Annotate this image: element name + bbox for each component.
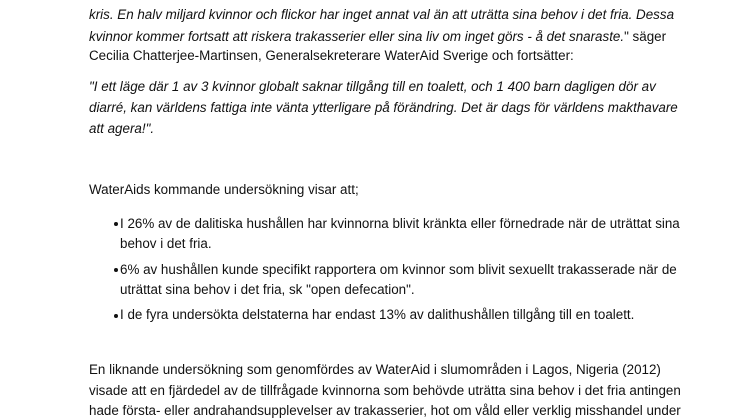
quote1-line-2: Cecilia Chatterjee-Martinsen, Generalsekreterare WaterAid Sverige och fortsätter:: [89, 48, 574, 63]
bullet-dot-1: [114, 222, 118, 226]
bullet-dot-3: [114, 314, 118, 318]
closing-line-2: hade första- eller andrahandsupplevelser av trakasserier, hot om våld eller verklig misshandel under: [89, 403, 681, 418]
bullet-2-line-1: uträttat sina behov i det fria, sk "open defecation".: [120, 282, 415, 297]
bullet-1-line-1: behov i det fria.: [120, 236, 212, 251]
bullet-2-line-0: 6% av hushållen kunde specifikt rapportera om kvinnor som blivit sexuellt trakasserade när de: [120, 262, 677, 277]
quote2-line-0: "I ett läge där 1 av 3 kvinnor globalt saknar tillgång till en toalett, och 1 400 barn dagligen dör av: [89, 79, 656, 94]
closing-line-1: visade att en fjärdedel av de tillfrågade kvinnorna som behövde uträtta sina behov i det fria antingen: [89, 383, 681, 398]
intro-paragraph: WaterAids kommande undersökning visar att;: [89, 182, 359, 197]
bullet-3-line-0: I de fyra undersökta delstaterna har endast 13% av dalithushållen tillgång till en toalett.: [120, 307, 635, 322]
quote2-line-2: att agera!".: [89, 121, 155, 136]
quote1-line-1-italic: kvinnor kommer fortsatt att riskera trakasserier eller sina liv om inget görs - å det snaraste.: [89, 29, 625, 44]
bullet-dot-2: [114, 268, 118, 272]
quote2-line-1: diarré, kan världens fattiga inte vänta ytterligare på förändring. Det är dags för världens makthavare: [89, 100, 678, 115]
quote1-line-1: [89, 28, 666, 45]
quote1-line-1-tail: " säger: [624, 29, 667, 44]
closing-line-0: En liknande undersökning som genomfördes av WaterAid i slumområden i Lagos, Nigeria (2012): [89, 362, 661, 377]
bullet-1-line-0: I 26% av de dalitiska hushållen har kvinnorna blivit kränkta eller förnedrade när de uträttat sina: [120, 216, 680, 231]
quote1-line-0: kris. En halv miljard kvinnor och flickor har inget annat val än att uträtta sina behov i det fria. Dessa: [89, 7, 675, 22]
